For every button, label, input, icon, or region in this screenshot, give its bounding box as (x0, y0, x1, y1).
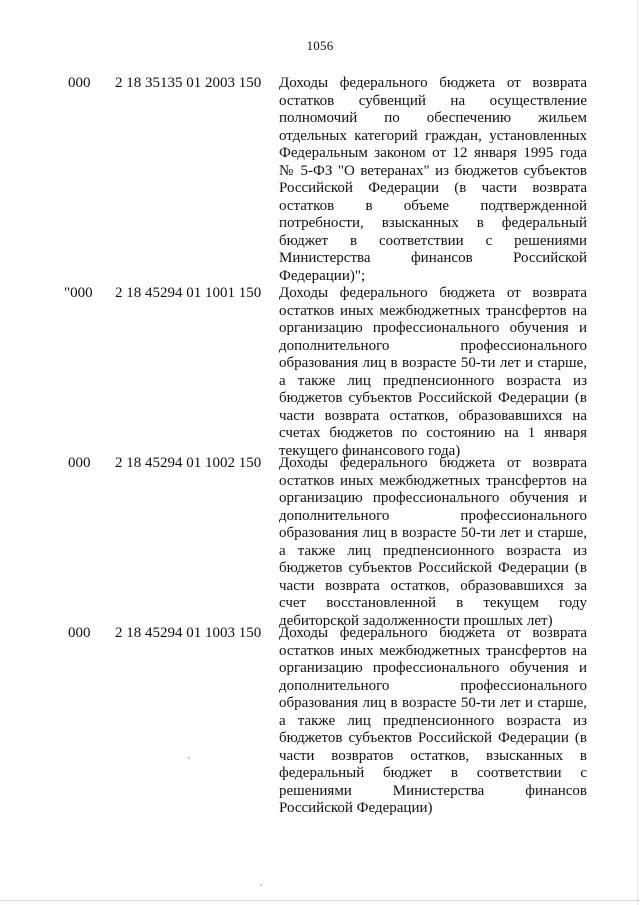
description-line: дополнительного профессионального (279, 337, 587, 354)
admin-code: "000 (64, 285, 93, 301)
admin-code: 000 (68, 455, 91, 471)
income-description (279, 75, 587, 285)
income-description (279, 285, 587, 460)
description-line: части возврата остатков, образовавшихся на (279, 407, 587, 424)
description-line: остатков субвенций на осуществление (279, 92, 587, 109)
description-line: дополнительного профессионального (279, 677, 587, 694)
description-line: организацию профессионального обучения и (279, 320, 587, 336)
budget-classification-code: 2 18 45294 01 1003 150 (115, 625, 262, 641)
scan-speck (260, 884, 262, 886)
budget-classification-code: 2 18 35135 01 2003 150 (115, 75, 262, 91)
description-line: образования лиц в возрасте 50-ти лет и старше, (279, 695, 587, 711)
description-line: образования лиц в возрасте 50-ти лет и старше, (279, 355, 587, 371)
scan-edge (637, 0, 638, 905)
description-line: организацию профессионального обучения и (279, 490, 587, 506)
description-line: Доходы федерального бюджета от возврата (279, 625, 587, 641)
budget-classification-code: 2 18 45294 01 1002 150 (115, 455, 262, 471)
description-line: дополнительного профессионального (279, 507, 587, 524)
description-line: Доходы федерального бюджета от возврата (279, 285, 587, 301)
income-description (279, 455, 587, 630)
description-line: а также лиц предпенсионного возраста из (279, 542, 587, 559)
description-line: текущего финансового года) (279, 442, 461, 459)
scan-speck (188, 757, 190, 759)
description-line: Федерации)"; (279, 267, 366, 284)
description-line: остатков иных межбюджетных трансфертов на (279, 302, 587, 319)
description-line: бюджетов субъектов Российской Федерации (в (279, 390, 587, 406)
description-line: Доходы федерального бюджета от возврата (279, 75, 587, 91)
admin-code: 000 (68, 75, 91, 91)
description-line: отдельных категорий граждан, установленных (279, 127, 587, 144)
page-number: 1056 (306, 38, 334, 53)
budget-classification-code: 2 18 45294 01 1001 150 (115, 285, 262, 301)
description-line: остатков иных межбюджетных трансфертов на (279, 472, 587, 489)
description-line: а также лиц предпенсионного возраста из (279, 712, 587, 729)
description-line: бюджетов субъектов Российской Федерации (в (279, 730, 587, 746)
description-line: полномочий по обеспечению жильем (279, 110, 587, 126)
scan-edge (0, 900, 640, 901)
description-line: Министерства финансов Российской (279, 250, 587, 266)
description-line: части возвратов остатков, взысканных в (279, 747, 587, 764)
description-line: решениями Министерства финансов (279, 782, 587, 799)
description-line: Российской Федерации) (279, 800, 433, 816)
income-description (279, 625, 587, 818)
description-line: остатков в объеме подтвержденной (279, 197, 587, 214)
description-line: Доходы федерального бюджета от возврата (279, 455, 587, 471)
description-line: Российской Федерации (в части возврата (279, 180, 587, 196)
description-line: счетах бюджетов по состоянию на 1 января (279, 425, 587, 441)
description-line: № 5-ФЗ "О ветеранах" из бюджетов субъектов (279, 162, 587, 179)
description-line: а также лиц предпенсионного возраста из (279, 372, 587, 389)
description-line: счет восстановленной в текущем году (279, 595, 587, 611)
description-line: потребности, взысканных в федеральный (279, 215, 587, 231)
description-line: Федеральным законом от 12 января 1995 года (279, 145, 587, 161)
description-line: бюджет в соответствии с решениями (279, 232, 587, 249)
description-line: бюджетов субъектов Российской Федерации (в (279, 560, 587, 576)
description-line: части возврата остатков, образовавшихся за (279, 577, 587, 594)
description-line: дебиторской задолженности прошлых лет) (279, 612, 553, 629)
admin-code: 000 (68, 625, 91, 641)
description-line: образования лиц в возрасте 50-ти лет и старше, (279, 525, 587, 541)
description-line: федеральный бюджет в соответствии с (279, 765, 587, 781)
description-line: остатков иных межбюджетных трансфертов на (279, 642, 587, 659)
description-line: организацию профессионального обучения и (279, 660, 587, 676)
